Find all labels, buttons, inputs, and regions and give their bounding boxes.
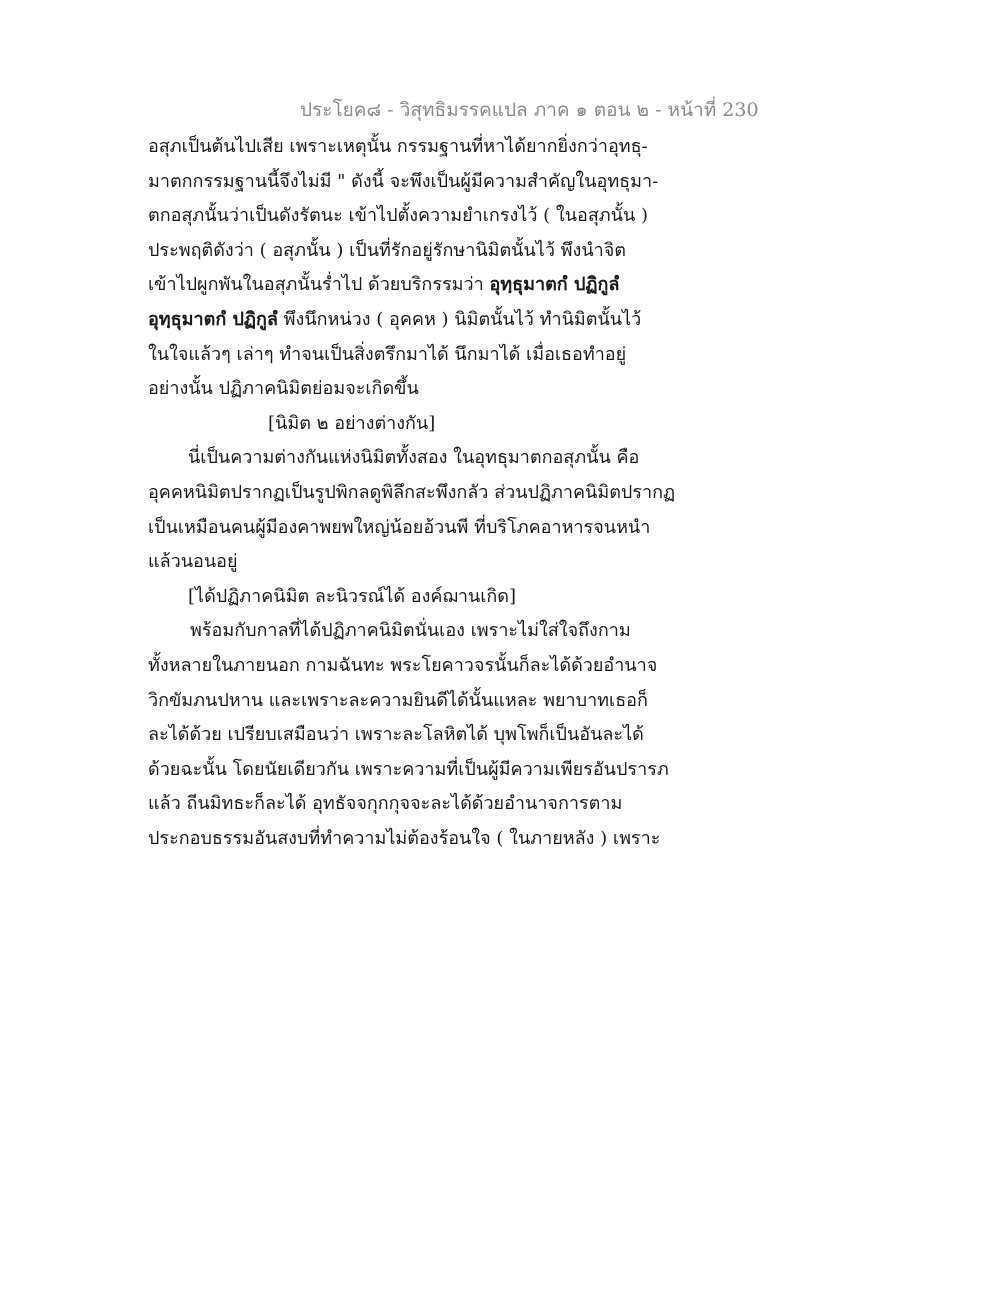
text-line: ละได้ด้วย เปรียบเสมือนว่า เพราะละโลหิตได้ บุพโพก็เป็นอันละได้ xyxy=(148,724,644,746)
text-line: พร้อมกับกาลที่ได้ปฏิภาคนิมิตนั่นเอง เพราะไม่ใส่ใจถึงกาม xyxy=(190,620,631,642)
body-text xyxy=(148,130,676,856)
text-line: วิกขัมภนปหาน และเพราะละความยินดีได้นั้นแหละ พยาบาทเธอก็ xyxy=(148,689,648,711)
text-line: มาตกกรรมฐานนี้จึงไม่มี " ดังนี้ จะพึงเป็นผู้มีความสำคัญในอุทธุมา- xyxy=(148,170,659,192)
text-line: ประพฤติดังว่า ( อสุภนั้น ) เป็นที่รักอยู่รักษานิมิตนั้นไว้ พึงนำจิต xyxy=(148,239,626,261)
text-line: แล้วนอนอยู่ xyxy=(148,551,238,573)
section-heading: [ได้ปฏิภาคนิมิต ละนิวรณ์ได้ องค์ฌานเกิด] xyxy=(188,585,517,607)
text-line: อย่างนั้น ปฏิภาคนิมิตย่อมจะเกิดขึ้น xyxy=(148,378,419,400)
text-line: ตกอสุภนั้นว่าเป็นดังรัตนะ เข้าไปตั้งความยำเกรงไว้ ( ในอสุภนั้น ) xyxy=(148,205,649,227)
running-head: ประโยค๘ - วิสุทธิมรรคแปล ภาค ๑ ตอน ๒ - หน้าที่ 230 xyxy=(300,99,759,121)
text-line: ประกอบธรรมอันสงบที่ทำความไม่ต้องร้อนใจ ( ในภายหลัง ) เพราะ xyxy=(148,827,661,849)
text-line: ด้วยฉะนั้น โดยนัยเดียวกัน เพราะความที่เป็นผู้มีความเพียรอันปรารภ xyxy=(148,758,669,780)
text-segment: เข้าไปผูกพันในอสุภนั้นร่ำไป ด้วยบริกรรมว่า xyxy=(148,274,490,296)
text-segment: พึงนึกหน่วง ( อุคคห ) นิมิตนั้นไว้ ทำนิมิตนั้นไว้ xyxy=(277,308,642,330)
text-line xyxy=(148,303,668,338)
text-line: แล้ว ถีนมิทธะก็ละได้ อุทธัจจกุกกุจจะละได้ด้วยอำนาจการตาม xyxy=(148,793,623,815)
text-line: อสุภเป็นต้นไปเสีย เพราะเหตุนั้น กรรมฐานที่หาได้ยากยิ่งกว่าอุทธุ- xyxy=(148,136,648,157)
text-line: อุคคหนิมิตปรากฏเป็นรูปพิกลดูพิลึกสะพึงกลัว ส่วนปฏิภาคนิมิตปรากฏ xyxy=(148,481,676,503)
section-heading: [นิมิต ๒ อย่างต่างกัน] xyxy=(268,412,436,434)
text-line: ทั้งหลายในภายนอก กามฉันทะ พระโยคาวจรนั้นก็ละได้ด้วยอำนาจ xyxy=(148,654,658,676)
text-line: เป็นเหมือนคนผู้มีองคาพยพใหญ่น้อยอ้วนพี ที่บริโภคอาหารจนหนำ xyxy=(148,516,651,538)
pali-term: อุทฺธุมาตกํ ปฏิกูลํ xyxy=(148,308,278,330)
text-line xyxy=(148,268,668,303)
pali-term: อุทฺธุมาตกํ ปฏิกูลํ xyxy=(489,274,620,296)
text-line: ในใจแล้วๆ เล่าๆ ทำจนเป็นสิ่งตรึกมาได้ นึกมาได้ เมื่อเธอทำอยู่ xyxy=(148,343,627,365)
text-line: นี่เป็นความต่างกันแห่งนิมิตทั้งสอง ในอุทธุมาตกอสุภนั้น คือ xyxy=(188,447,640,469)
